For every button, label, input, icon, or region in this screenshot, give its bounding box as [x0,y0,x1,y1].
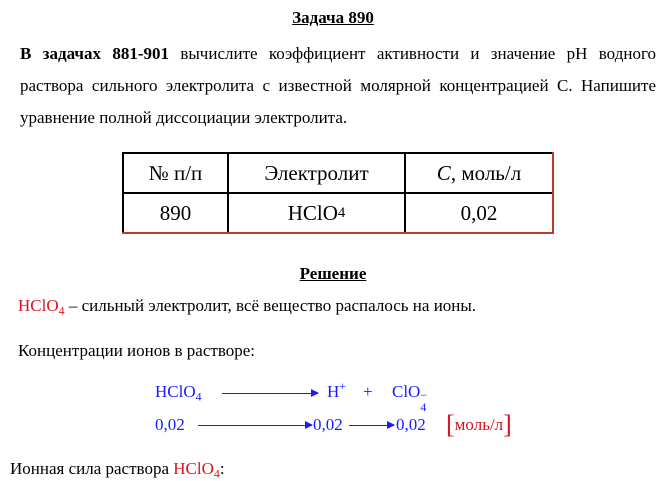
header-concentration [406,154,552,192]
c-symbol: C [436,160,451,185]
solution-line-1 [18,296,476,316]
eq1-product-h: H+ [327,378,346,401]
eq2-mid: 0,02 [313,415,343,434]
task-text: вычислите коэффициент активности и значение pH водного раствора сильного электролита с известной молярной концентрацией С. Напишите уравнение полной диссоциации электролита. [20,44,656,127]
task-title: Задача 890 [292,8,374,27]
eq2-arrow-2 [349,425,394,426]
eq2-right: 0,02 [396,415,426,434]
row-formula: HClO 4 [287,200,346,225]
row-num: 890 [159,200,192,225]
task-lead: В задачах 881-901 [20,44,170,63]
solution-line-3: Ионная сила раствора HClO$_4$: [10,459,225,481]
c-unit: , моль/л [450,160,522,185]
header-num: № п/п [148,160,203,185]
eq1-product-clo4: ClO − 4 [392,382,428,414]
eq1-arrow [222,393,318,394]
eq1-plus: + [363,382,373,401]
line1-text: – сильный электролит, всё вещество распалось на ионы. [64,296,477,315]
solution-title: Решение [299,264,367,283]
task-paragraph [20,38,656,134]
eq1-reactant: HClO$_4$ [155,382,202,404]
eq2-unit: [моль/л] [446,410,512,439]
eq2-left: 0,02 [155,415,185,434]
solution-line-2: Концентрации ионов в растворе: [18,341,256,360]
line1-formula: HClO$_4$ [18,296,65,318]
header-electrolyte: Электролит [264,160,369,185]
data-table [122,152,554,234]
row-formula-base: HClO [287,200,338,225]
row-conc: 0,02 [460,200,498,225]
eq2-arrow-1 [198,425,312,426]
